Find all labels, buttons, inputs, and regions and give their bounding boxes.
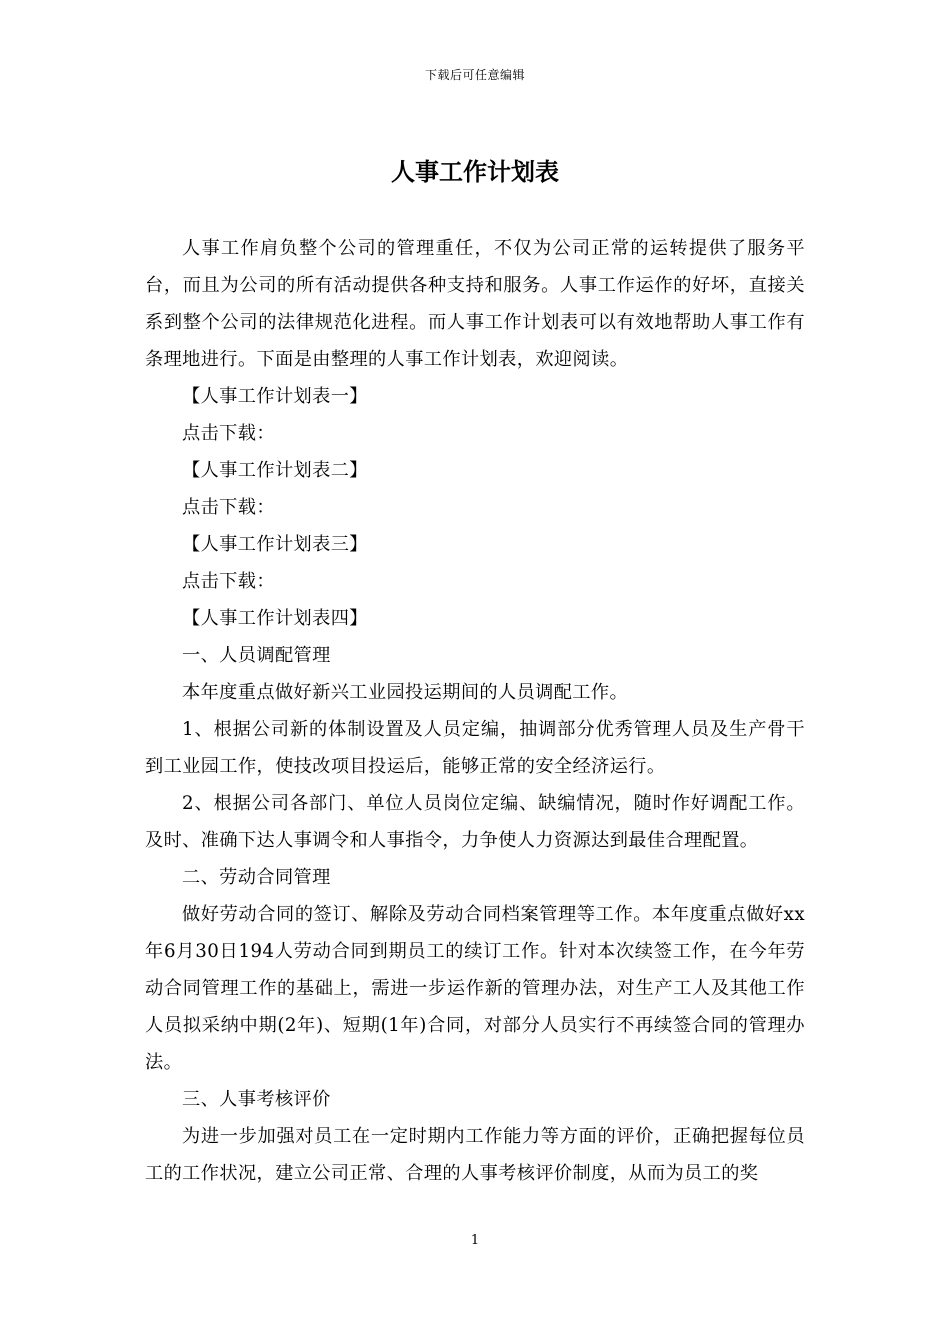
section-heading-evaluation: 三、人事考核评价	[182, 1089, 331, 1110]
page-number: 1	[470, 1233, 480, 1248]
intro-paragraph: 人事工作肩负整个公司的管理重任，不仅为公司正常的运转提供了服务平台，而且为公司的所有活动提供各种支持和服务。人事工作运作的好坏，直接关系到整个公司的法律规范化进程。而人事工作计划表可以有效地帮助人事工作有条理地进行。下面是由整理的人事工作计划表，欢迎阅读。	[145, 238, 805, 370]
staffing-summary: 本年度重点做好新兴工业园投运期间的人员调配工作。	[182, 682, 629, 703]
plan-table-1-heading: 【人事工作计划表一】	[182, 386, 368, 407]
section-heading-staffing: 一、人员调配管理	[182, 645, 331, 666]
contracts-paragraph: 做好劳动合同的签订、解除及劳动合同档案管理等工作。本年度重点做好xx年6月30日194人劳动合同到期员工的续订工作。针对本次续签工作，在今年劳动合同管理工作的基础上，需进一步运作新的管理办法，对生产工人及其他工作人员拟采纳中期(2年)、短期(1年)合同，对部分人员实行不再续签合同的管理办法。	[145, 904, 805, 1073]
staffing-item-1: 1、根据公司新的体制设置及人员定编，抽调部分优秀管理人员及生产骨干到工业园工作，使技改项目投运后，能够正常的安全经济运行。	[145, 719, 805, 777]
page-title: 人事工作计划表	[391, 157, 559, 186]
evaluation-paragraph: 为进一步加强对员工在一定时期内工作能力等方面的评价，正确把握每位员工的工作状况，建立公司正常、合理的人事考核评价制度，从而为员工的奖	[145, 1126, 805, 1184]
download-link-2[interactable]: 点击下载：	[182, 497, 275, 518]
header-note: 下载后可任意编辑	[424, 68, 525, 82]
document-body	[145, 230, 805, 1192]
plan-table-4-heading: 【人事工作计划表四】	[182, 608, 368, 629]
plan-table-3-heading: 【人事工作计划表三】	[182, 534, 368, 555]
download-link-1[interactable]: 点击下载：	[182, 423, 275, 444]
download-link-3[interactable]: 点击下载：	[182, 571, 275, 592]
staffing-item-2: 2、根据公司各部门、单位人员岗位定编、缺编情况，随时作好调配工作。及时、准确下达人事调令和人事指令，力争使人力资源达到最佳合理配置。	[145, 793, 805, 851]
section-heading-contracts: 二、劳动合同管理	[182, 867, 331, 888]
plan-table-2-heading: 【人事工作计划表二】	[182, 460, 368, 481]
